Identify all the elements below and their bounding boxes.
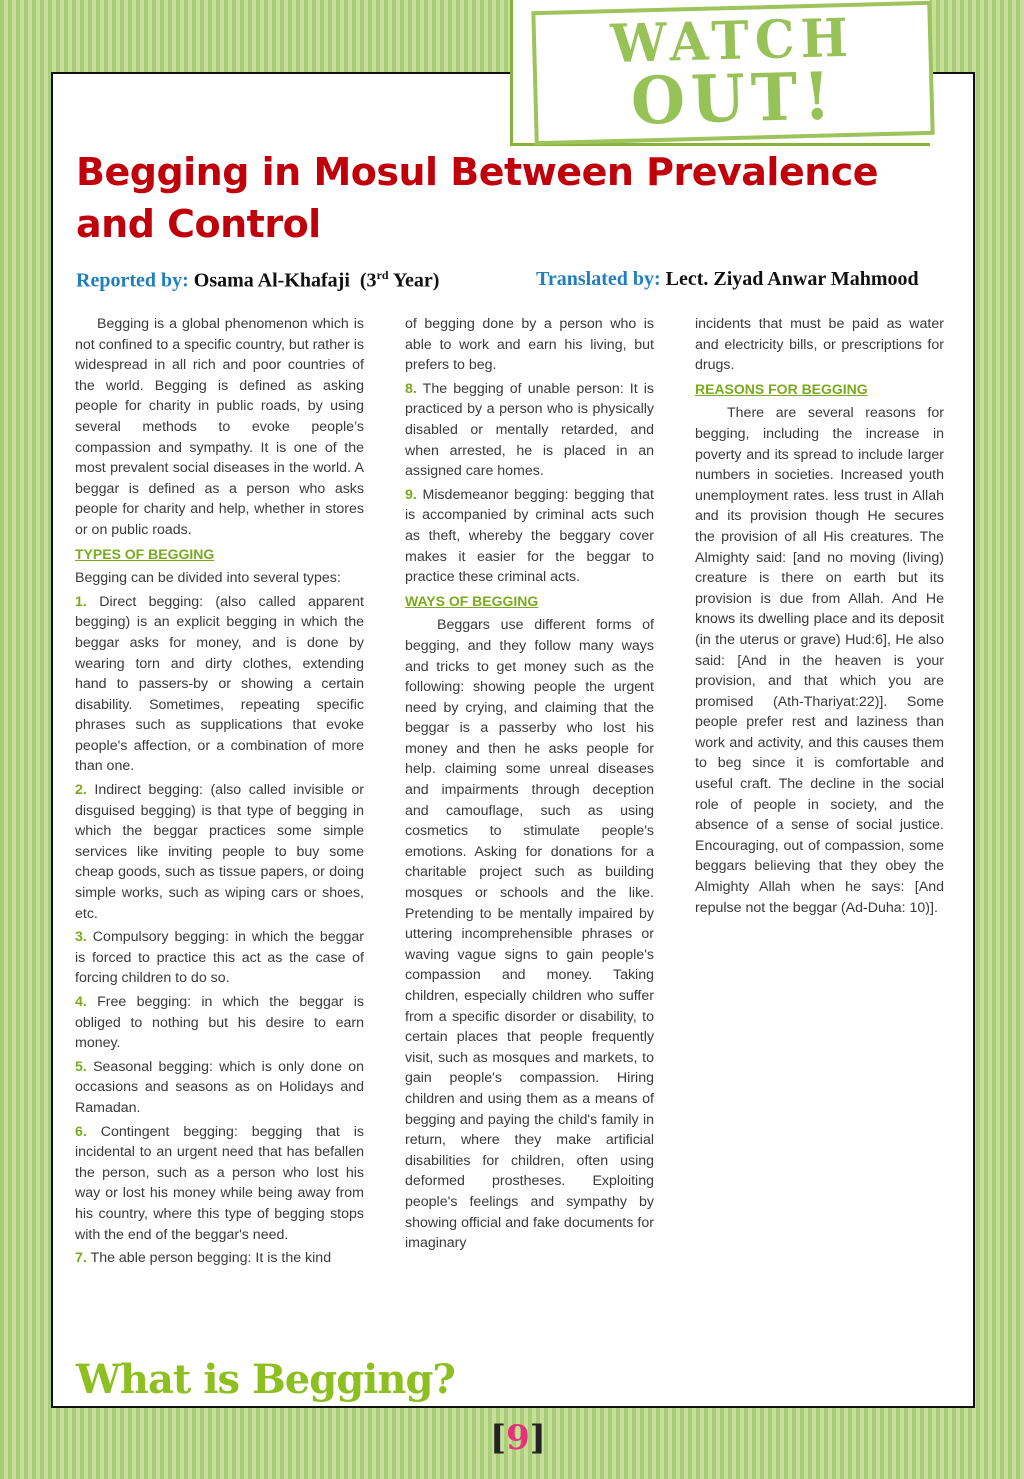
column-1 (75, 314, 364, 1272)
type-number: 1. (75, 593, 87, 610)
section-title: What is Begging? (76, 1356, 455, 1403)
type-number: 9. (405, 486, 417, 503)
translated-by-label: Translated by: (536, 268, 661, 290)
reporter-year-close: Year) (388, 269, 440, 292)
reporter-year-sup: rd (376, 268, 389, 282)
type-number: 6. (75, 1123, 87, 1140)
reasons-heading: REASONS FOR BEGGING (695, 380, 868, 397)
types-intro: Begging can be divided into several types: (75, 570, 341, 587)
reasons-paragraph: There are several reasons for begging, including the increase in poverty and its spread to include larger numbers in societies. Increased youth unemployment rates. less trust in Allah and its provision though He secures the provision of all His creatures. The Almighty said: [and no moving (living) creature is there on earth but its provision is due from Allah. And He knows its dwelling place and its deposit (in the uterus or grave) Hud:6], He also said: [And in the heaven is your provision, and that which you are promised (Ath-Thariyat:22)]. Some people prefer rest and laziness than work and activity, and this causes them to beg since it is comfortable and useful craft. The decline in the social role of people in society, and the absence of a sense of social justice. Encouraging, out of compassion, some beggars believing that they obey the Almighty Allah when he says: [And repulse not the beggar (Ad-Duha: 10)]. (695, 405, 944, 916)
watch-out-banner (510, 0, 930, 146)
intro-paragraph: Begging is a global phenomenon which is not confined to a specific country, but rather is widespread in all rich and poor countries of the world. Begging is defined as asking people for charity in public roads, by using several methods to evoke people’s compassion and sympathy. It is one of the most prevalent social diseases in the world. A beggar is defined as a person who asks people for charity and help, whether in stores or on public roads. (75, 316, 364, 538)
banner-line-2: OUT! (629, 57, 838, 140)
article-title: Begging in Mosul Between Prevalence and Control (76, 150, 879, 246)
type-item: 7. The able person begging: It is the kind (75, 1250, 332, 1267)
type-number: 3. (75, 929, 87, 946)
page-number-value: 9 (506, 1418, 530, 1458)
type-item: 8. The begging of unable person: It is practiced by a person who is physically disabled or mentally retarded, and when arrested, he is placed in an assigned care homes. (405, 380, 654, 480)
watch-out-stamp (531, 1, 934, 145)
ways-heading: WAYS OF BEGGING (405, 592, 539, 609)
type-item: 2. Indirect begging: (also called invisible or disguised begging) is that type of begging in which the beggar practices some simple services like inviting people to buy some cheap goods, such as tissue papers, or doing simple works, such as wiping cars or shoes, etc. (75, 782, 364, 922)
type-item: 5. Seasonal begging: which is only done on occasions and seasons as on Holidays and Ramadan. (75, 1058, 364, 1116)
translated-by (536, 268, 919, 291)
column-3 (695, 314, 944, 921)
type-item: 3. Compulsory begging: in which the beggar is forced to practice this act as the case of forcing children to do so. (75, 929, 364, 987)
banner-line-1: WATCH (609, 6, 855, 75)
reported-by-label: Reported by: (76, 269, 189, 292)
column-2 (405, 314, 654, 1257)
type-number: 8. (405, 380, 417, 397)
page-number: [9] (490, 1418, 546, 1458)
type-item: 1. Direct begging: (also called apparent begging) is an explicit begging in which the beggar asks for money, and is done by wearing torn and dirty clothes, extending hand to passers-by or showing a certain disability. Sometimes, repeating specific phrases such as supplications that evoke people's affection, or a combination of more than one. (75, 593, 364, 775)
type-item: 6. Contingent begging: begging that is incidental to an urgent need that has befallen the person, such as a person who lost his way or lost his money while being away from his country, where this type of begging stops with the end of the beggar's need. (75, 1123, 364, 1243)
translator-name: Lect. Ziyad Anwar Mahmood (665, 268, 919, 290)
reporter-name: Osama Al-Khafaji (193, 269, 350, 292)
type-number: 5. (75, 1058, 87, 1075)
types-heading: TYPES OF BEGGING (75, 545, 215, 562)
reporter-year-open: (3 (359, 269, 377, 292)
type-item: 9. Misdemeanor begging: begging that is accompanied by criminal acts such as theft, whereby the beggary cover makes it easier for the beggar to practice these criminal acts. (405, 486, 654, 586)
type-item: 4. Free begging: in which the beggar is obliged to nothing but his desire to earn money. (75, 994, 364, 1052)
type-number: 7. (75, 1250, 87, 1267)
type-number: 4. (75, 994, 87, 1010)
ways-paragraph: Beggars use different forms of begging, and they follow many ways and tricks to get money such as the following: showing people the urgent need by crying, and claiming that the beggar is a passerby who lost his money and then he asks people for help. claiming some unreal diseases and impairments through deception and camouflage, such as using cosmetics to stimulate people's emotions. Asking for donations for a charitable project such as building mosques or schools and the like. Pretending to be mentally impaired by uttering incomprehensible phrases or waving vague signs to gain people's compassion and money. Taking children, especially children who suffer from a specific disorder or disability, to certain places that people frequently visit, such as mosques and markets, to gain people's compassion. Hiring children and using them as a means of begging and paying the child's family in return, where they make artificial disabilities for children, often using deformed prostheses. Exploiting people's feelings and sympathy by showing official and fake documents for imaginary (405, 617, 654, 1252)
type-number: 2. (75, 782, 87, 799)
reported-by (76, 268, 439, 293)
continuation-paragraph: incidents that must be paid as water and electricity bills, or prescriptions for drugs. (695, 316, 944, 374)
continuation-paragraph: of begging done by a person who is able to work and earn his living, but prefers to beg. (405, 316, 654, 374)
